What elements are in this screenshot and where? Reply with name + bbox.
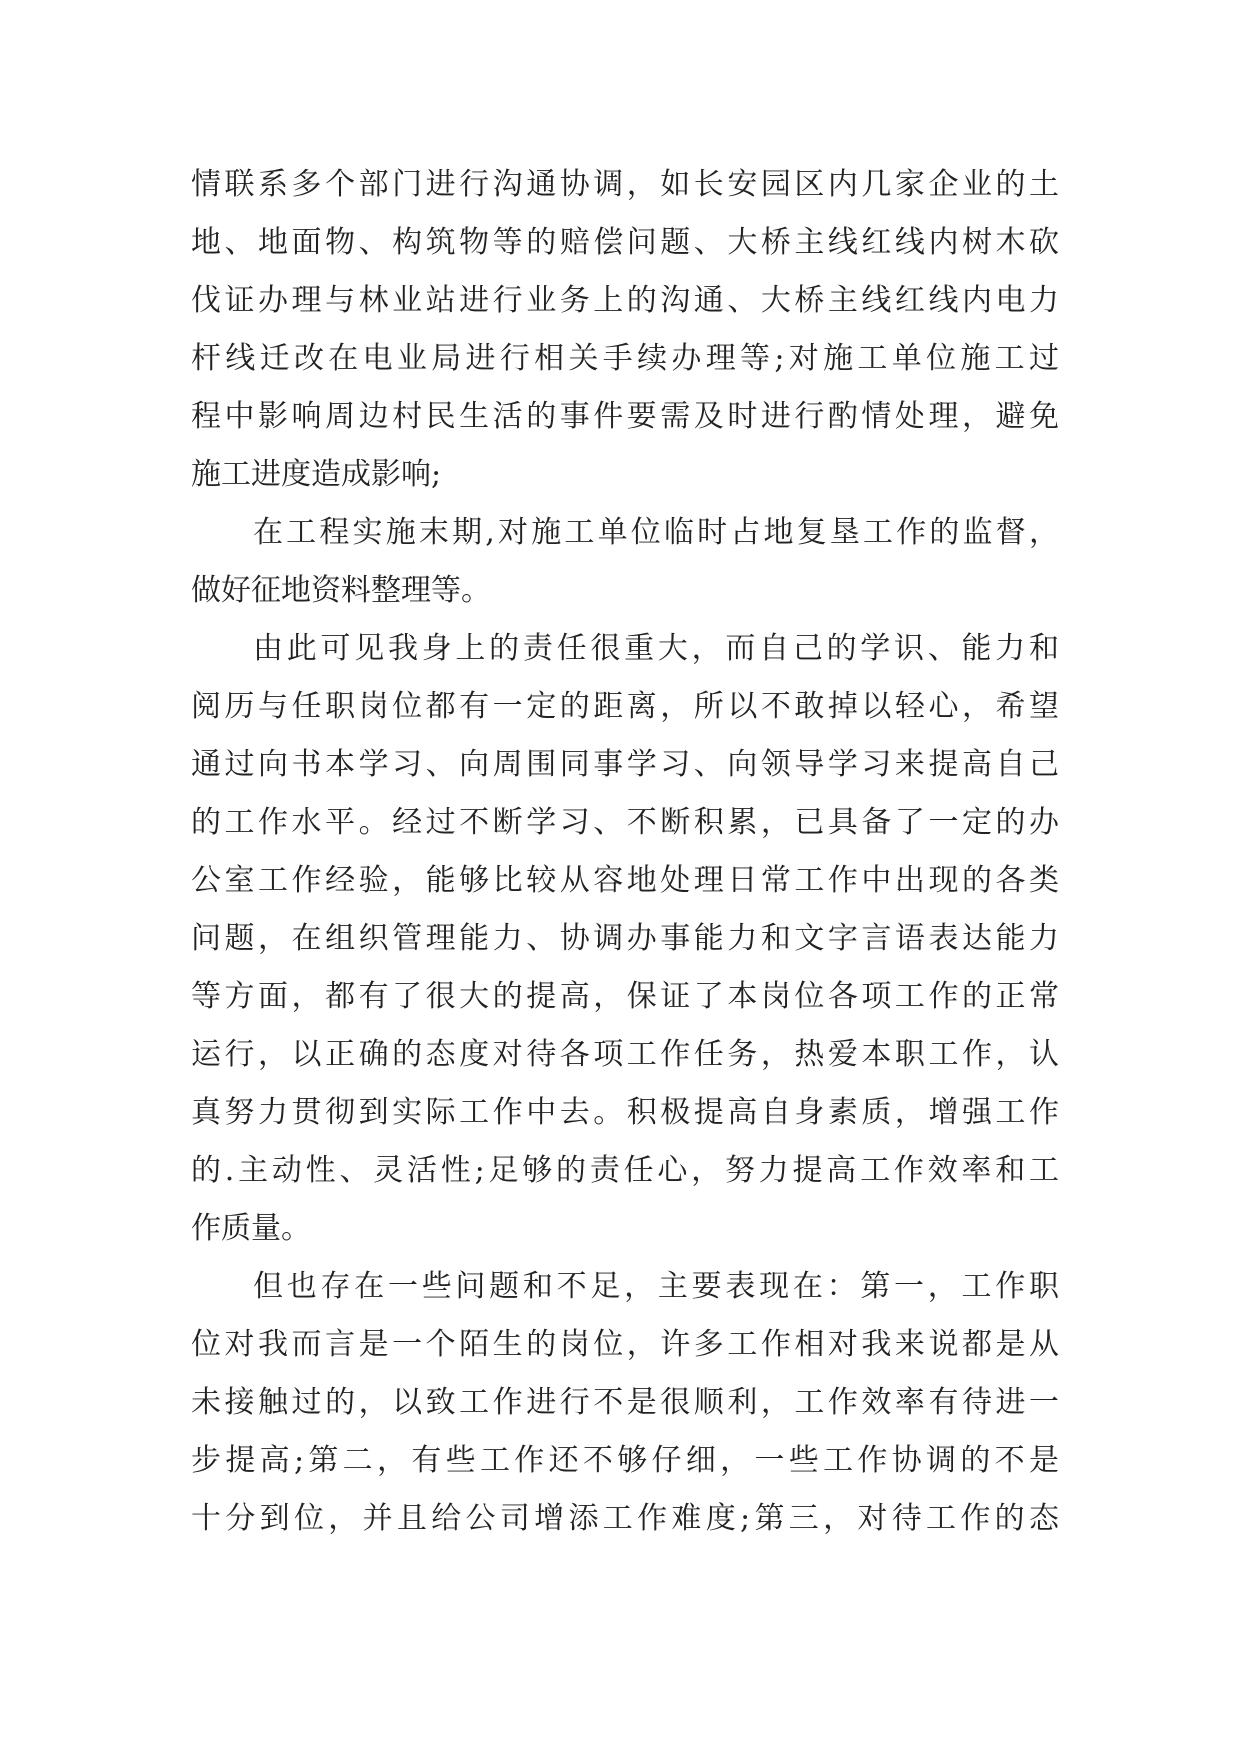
- text-line: 地、地面物、构筑物等的赔偿问题、大桥主线红线内树木砍: [191, 225, 1059, 260]
- text-line: 在工程实施末期,对施工单位临时占地复垦工作的监督，: [253, 515, 1059, 550]
- text-line: 作质量。: [191, 1211, 311, 1246]
- text-line: 做好征地资料整理等。: [191, 573, 491, 608]
- text-line: 运行，以正确的态度对待各项工作任务，热爱本职工作，认: [191, 1037, 1059, 1072]
- text-line: 公室工作经验，能够比较从容地处理日常工作中出现的各类: [191, 863, 1059, 898]
- text-line: 通过向书本学习、向周围同事学习、向领导学习来提高自己: [191, 747, 1059, 782]
- text-line: 情联系多个部门进行沟通协调，如长安园区内几家企业的土: [191, 167, 1059, 202]
- paragraph: [191, 1258, 1059, 1548]
- text-line: 杆线迁改在电业局进行相关手续办理等;对施工单位施工过: [191, 341, 1059, 376]
- text-line: 伐证办理与林业站进行业务上的沟通、大桥主线红线内电力: [191, 283, 1059, 318]
- text-line: 施工进度造成影响;: [191, 457, 442, 492]
- text-line: 十分到位，并且给公司增添工作难度;第三，对待工作的态: [191, 1501, 1059, 1536]
- text-line: 的.主动性、灵活性;足够的责任心，努力提高工作效率和工: [191, 1153, 1059, 1188]
- text-line: 步提高;第二，有些工作还不够仔细，一些工作协调的不是: [191, 1443, 1059, 1478]
- text-line: 由此可见我身上的责任很重大，而自己的学识、能力和: [253, 631, 1059, 666]
- text-line: 等方面，都有了很大的提高，保证了本岗位各项工作的正常: [191, 979, 1059, 1014]
- text-line: 的工作水平。经过不断学习、不断积累，已具备了一定的办: [191, 805, 1059, 840]
- body-text: [191, 156, 1059, 1548]
- text-line: 程中影响周边村民生活的事件要需及时进行酌情处理，避免: [191, 399, 1059, 434]
- paragraph: [191, 620, 1059, 1258]
- text-line: 但也存在一些问题和不足，主要表现在：第一，工作职: [253, 1269, 1059, 1304]
- text-line: 真努力贯彻到实际工作中去。积极提高自身素质，增强工作: [191, 1095, 1059, 1130]
- paragraph: [191, 156, 1059, 504]
- text-line: 问题，在组织管理能力、协调办事能力和文字言语表达能力: [191, 921, 1059, 956]
- paragraph: [191, 504, 1059, 620]
- text-line: 未接触过的，以致工作进行不是很顺利，工作效率有待进一: [191, 1385, 1059, 1420]
- text-line: 阅历与任职岗位都有一定的距离，所以不敢掉以轻心，希望: [191, 689, 1059, 724]
- text-line: 位对我而言是一个陌生的岗位，许多工作相对我来说都是从: [191, 1327, 1059, 1362]
